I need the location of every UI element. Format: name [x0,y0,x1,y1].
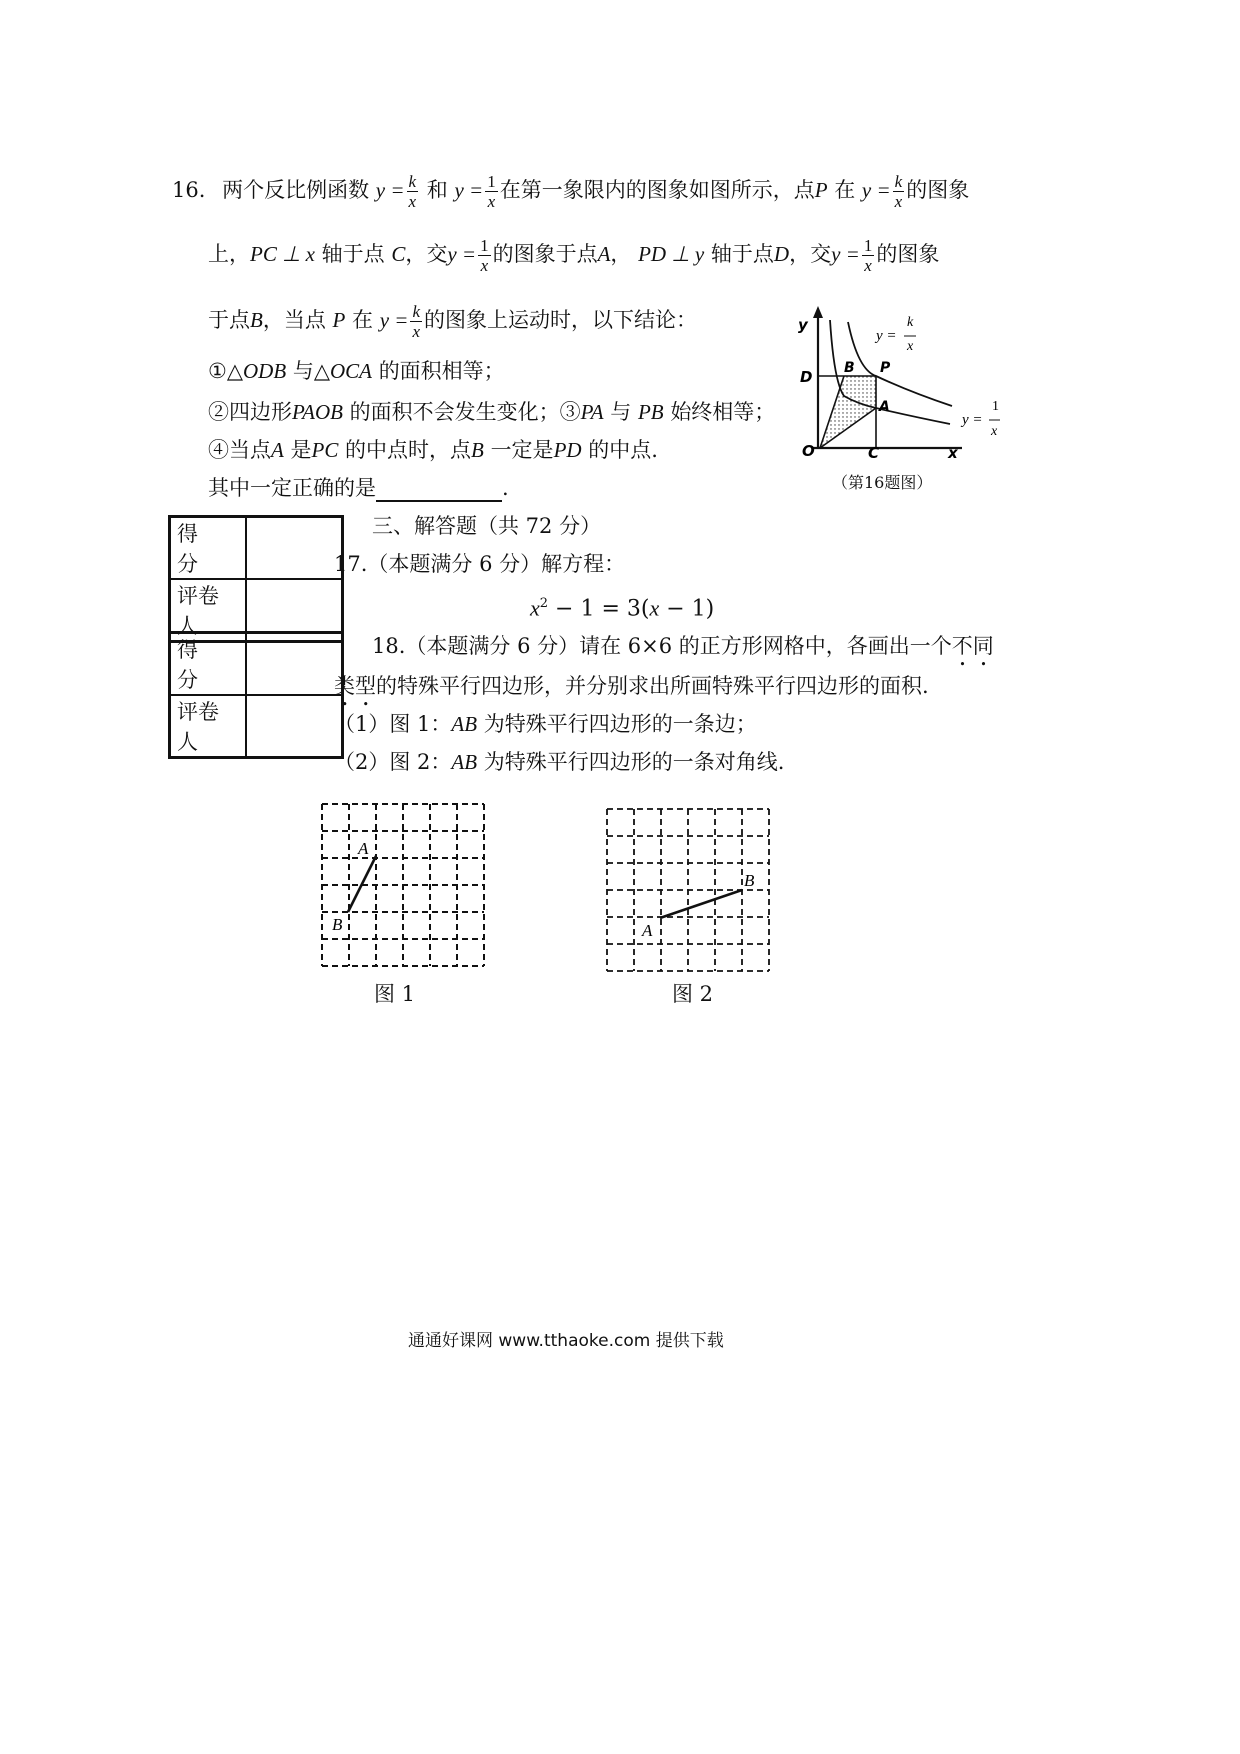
math: P [814,178,828,202]
question-number: 16. [172,178,206,202]
figure-caption: （第16题图） [832,473,933,492]
math: A [597,242,611,266]
score-label: 得 分 [170,633,247,696]
q16-conclusion-4: ④当点A 是PC 的中点时，点B 一定是PD 的中点. [208,438,658,462]
grid-figure-1[interactable] [318,800,488,972]
q18-part-2: （2）图 2：AB 为特殊平行四边形的一条对角线. [334,750,785,774]
math: y = [375,178,405,202]
q16-conclusion-1: ①△ODB 与△OCA 的面积相等； [208,359,505,383]
y-axis-arrow [813,306,823,318]
math: C [391,242,406,266]
curve-label-1: y = [962,412,983,428]
emphasized-text: 不同 [951,634,994,658]
q16-text: 和 [426,178,448,202]
fraction-k-over-x: $\frac{k}{x}$ [412,302,421,341]
curve-label-k-num: k [907,315,914,330]
grid-figure-2[interactable] [604,806,774,976]
q16-text: 两个反比例函数 [222,178,370,202]
q16-text: 的图象于点 [492,242,598,266]
section-title: 三、解答题（共 72 分） [372,514,602,538]
fraction-k-over-x: $\frac{k}{x}$ [408,172,417,211]
q17-heading: 17.（本题满分 6 分）解方程： [334,552,626,576]
score-box-2 [168,631,344,759]
q16-text: 于点 [208,308,250,332]
math: y = [447,242,477,266]
q16-text: 上， [208,242,250,266]
curve-label-1-den: x [991,424,998,439]
fraction-1-over-x: $\frac{1}{x}$ [480,236,489,275]
q16-text: 的图象上运动时，以下结论： [424,308,698,332]
segment-AB [660,890,742,918]
math: B [250,308,263,332]
label-x: x [948,444,958,462]
math: y = [454,178,484,202]
q16-text: 在第一象限内的图象如图所示，点 [499,178,815,202]
curve-label-k: y = [876,328,897,344]
label-A: A [879,399,890,415]
math: PC ⊥ x [250,242,315,266]
q16-text: 在 [352,308,374,332]
q16-text: ，交 [789,242,832,266]
grader-label: 评卷人 [170,695,247,758]
q16-text: 的图象 [876,242,940,266]
fraction-1-over-x: $\frac{1}{x}$ [487,172,496,211]
label-B: B [744,871,755,890]
shaded-region [820,376,876,448]
answer-blank[interactable] [376,478,502,502]
label-y: y [798,316,808,334]
math: y = [861,178,891,202]
label-B: B [844,360,855,376]
q17-equation: $x^2 - 1 = 3(x - 1)$ [530,595,715,622]
q18-part-1: （1）图 1：AB 为特殊平行四边形的一条边； [334,712,757,736]
q16-line-1 [172,172,969,211]
q16-answer-line: 其中一定正确的是 . [208,476,509,500]
math: y = [379,308,409,332]
emphasized-text: 类型 [334,674,376,698]
score-box-1 [168,515,344,643]
score-cell[interactable] [246,633,343,696]
q18-line-1: 18.（本题满分 6 分）请在 6×6 的正方形网格中，各画出一个不同 [372,634,994,658]
q16-text: 在 [834,178,856,202]
q16-text: 轴于点 [321,242,385,266]
q16-line-2 [208,236,939,275]
label-D: D [800,368,813,386]
fig1-caption: 图 1 [374,982,416,1006]
curve-label-k-den: x [907,339,914,354]
curve-label-1-num: 1 [992,399,999,414]
score-cell[interactable] [246,517,343,580]
math: y = [831,242,860,266]
label-B: B [332,915,343,934]
q16-text: ， [610,242,632,266]
math: D [773,242,790,266]
label-P: P [880,360,891,376]
fraction-1-over-x: $\frac{1}{x}$ [863,236,873,275]
math: PD ⊥ y [638,242,705,266]
label-O: O [802,442,815,460]
math: P [332,308,346,332]
label-A: A [358,839,369,858]
q16-conclusion-2-3: ②四边形PAOB 的面积不会发生变化；③PA 与 PB 始终相等； [208,400,776,424]
q16-text: ，当点 [262,308,326,332]
q16-text: 的图象 [906,178,970,202]
q16-figure [790,300,1000,470]
grader-cell[interactable] [246,695,343,758]
fig2-caption: 图 2 [672,982,714,1006]
q16-line-3 [208,302,697,341]
q18-line-2: 类型的特殊平行四边形，并分别求出所画特殊平行四边形的面积. [334,674,929,698]
label-A: A [642,921,653,940]
q16-text: ，交 [405,242,448,266]
q16-text: 轴于点 [710,242,774,266]
grader-label: 评卷人 [170,579,247,642]
fraction-k-over-x: $\frac{k}{x}$ [894,172,903,211]
page-footer: 通通好课网 www.tthaoke.com 提供下载 [408,1331,724,1351]
score-label: 得 分 [170,517,247,580]
label-C: C [868,444,880,462]
